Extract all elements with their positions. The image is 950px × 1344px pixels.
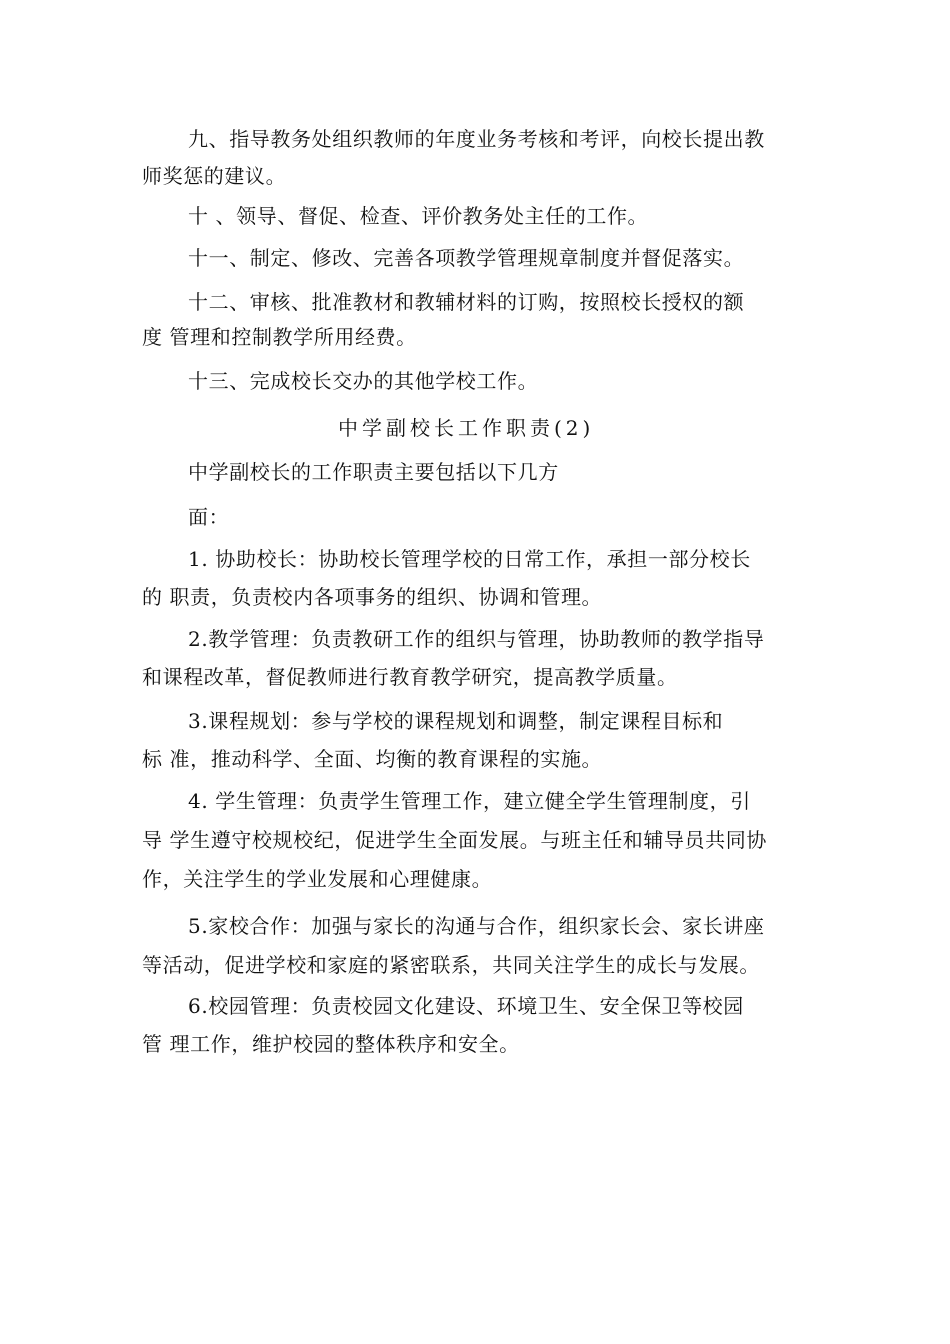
paragraph-line: 和课程改革，督促教师进行教育教学研究，提高教学质量。 — [142, 665, 678, 689]
paragraph-line: 面： — [188, 505, 230, 529]
paragraph-line: 2.教学管理：负责教研工作的组织与管理，协助教师的教学指导 — [188, 627, 765, 651]
paragraph-line: 标 准，推动科学、全面、均衡的教育课程的实施。 — [142, 747, 603, 771]
paragraph-line: 6.校园管理：负责校园文化建设、环境卫生、安全保卫等校园 — [188, 994, 744, 1018]
paragraph-line: 等活动，促进学校和家庭的紧密联系，共同关注学生的成长与发展。 — [142, 953, 760, 977]
paragraph-line: 4. 学生管理：负责学生管理工作，建立健全学生管理制度，引 — [188, 789, 751, 813]
paragraph-line: 度 管理和控制教学所用经费。 — [142, 325, 417, 349]
paragraph-line: 3.课程规划：参与学校的课程规划和调整，制定课程目标和 — [188, 709, 724, 733]
paragraph-line: 1. 协助校长：协助校长管理学校的日常工作，承担一部分校长 — [188, 547, 751, 571]
paragraph-line: 师奖惩的建议。 — [142, 164, 287, 188]
paragraph-line: 十一、制定、修改、完善各项教学管理规章制度并督促落实。 — [188, 246, 745, 270]
paragraph-line: 九、指导教务处组织教师的年度业务考核和考评，向校长提出教 — [188, 127, 765, 151]
paragraph-line: 作，关注学生的学业发展和心理健康。 — [142, 867, 493, 891]
paragraph-line: 中学副校长的工作职责主要包括以下几方 — [188, 460, 559, 484]
paragraph-line: 管 理工作，维护校园的整体秩序和安全。 — [142, 1032, 520, 1056]
paragraph-line: 十二、审核、批准教材和教辅材料的订购，按照校长授权的额 — [188, 290, 745, 314]
section-title: 中学副校长工作职责(2) — [338, 416, 595, 440]
paragraph-line: 的 职责，负责校内各项事务的组织、协调和管理。 — [142, 585, 603, 609]
paragraph-line: 5.家校合作：加强与家长的沟通与合作，组织家长会、家长讲座 — [188, 914, 765, 938]
paragraph-line: 十 、领导、督促、检查、评价教务处主任的工作。 — [188, 204, 649, 228]
paragraph-line: 导 学生遵守校规校纪，促进学生全面发展。与班主任和辅导员共同协 — [142, 828, 767, 852]
paragraph-line: 十三、完成校长交办的其他学校工作。 — [188, 369, 539, 393]
